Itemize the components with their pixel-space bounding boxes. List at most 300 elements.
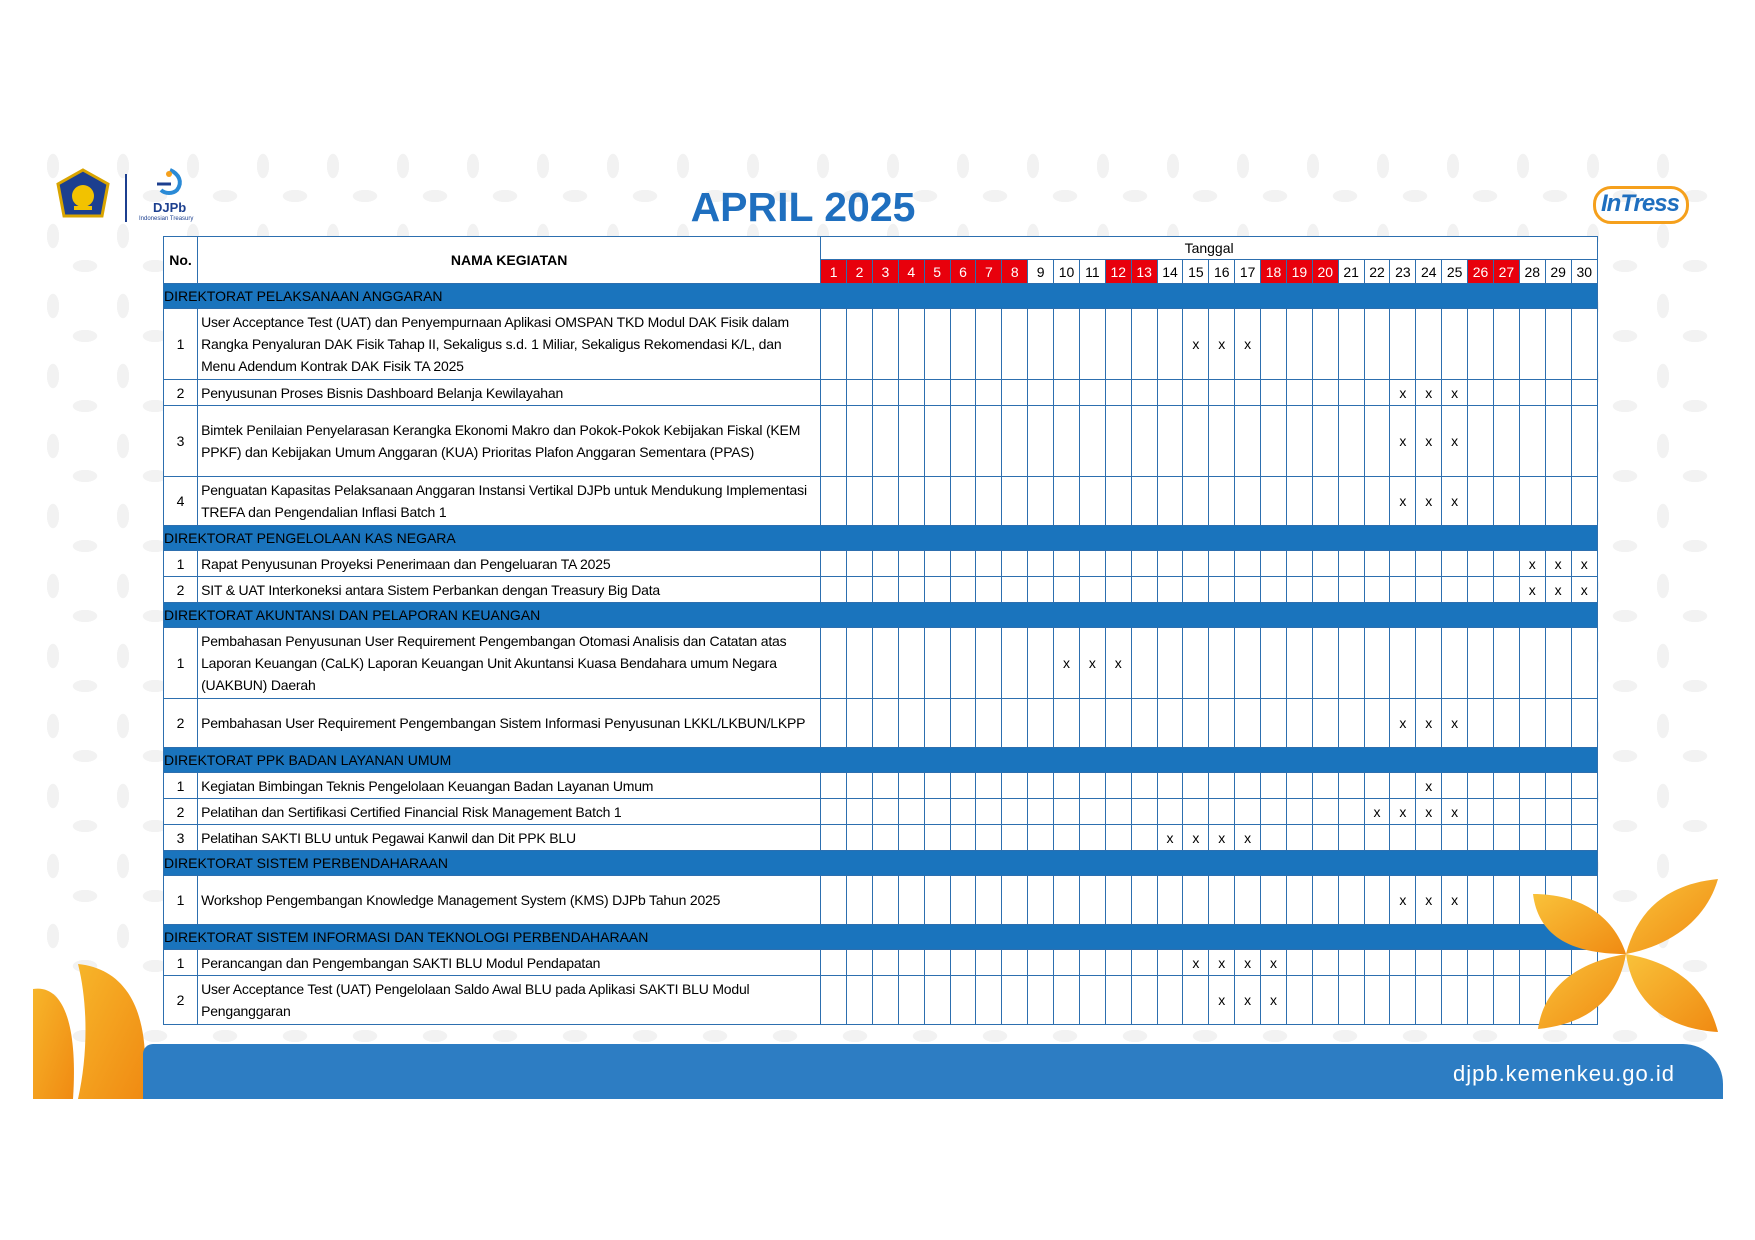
day-cell [950, 577, 976, 603]
day-cell [1235, 876, 1261, 925]
day-cell [898, 477, 924, 526]
day-cell [924, 477, 950, 526]
day-cell [1493, 976, 1519, 1025]
day-cell [924, 876, 950, 925]
section-title: DIREKTORAT SISTEM INFORMASI DAN TEKNOLOGI PERBENDAHARAAN [164, 925, 1598, 950]
day-cell [1131, 773, 1157, 799]
day-cell [1028, 406, 1054, 477]
activity-name: Rapat Penyusunan Proyeksi Penerimaan dan Pengeluaran TA 2025 [198, 551, 821, 577]
day-cell [1261, 380, 1287, 406]
day-cell-marked: x [1442, 477, 1468, 526]
day-cell [1338, 551, 1364, 577]
day-cell [872, 380, 898, 406]
day-cell [1468, 950, 1494, 976]
day-cell [1002, 876, 1028, 925]
day-cell [1105, 477, 1131, 526]
day-cell-marked: x [1157, 825, 1183, 851]
day-cell [1312, 380, 1338, 406]
day-cell [1364, 309, 1390, 380]
day-cell [1442, 976, 1468, 1025]
table-row [164, 799, 1598, 825]
day-cell [1054, 773, 1080, 799]
day-cell [1312, 773, 1338, 799]
day-cell [1105, 699, 1131, 748]
day-header: 7 [976, 260, 1002, 284]
day-cell [950, 799, 976, 825]
day-cell [1312, 799, 1338, 825]
table-row [164, 876, 1598, 925]
day-cell [1002, 477, 1028, 526]
day-cell [1468, 976, 1494, 1025]
day-header: 21 [1338, 260, 1364, 284]
day-cell [898, 309, 924, 380]
day-cell-marked: x [1390, 406, 1416, 477]
day-cell [1131, 380, 1157, 406]
day-header: 30 [1571, 260, 1597, 284]
day-cell [872, 773, 898, 799]
day-cell [1054, 477, 1080, 526]
day-cell [1364, 406, 1390, 477]
day-cell [1545, 628, 1571, 699]
day-cell [1493, 309, 1519, 380]
day-cell [1519, 773, 1545, 799]
table-row [164, 699, 1598, 748]
day-cell [1183, 799, 1209, 825]
day-cell [924, 406, 950, 477]
day-cell [1390, 976, 1416, 1025]
day-header: 5 [924, 260, 950, 284]
day-cell [1002, 628, 1028, 699]
day-cell [1545, 380, 1571, 406]
day-cell [1468, 876, 1494, 925]
day-cell [1183, 699, 1209, 748]
day-cell [1338, 825, 1364, 851]
day-cell [1131, 699, 1157, 748]
day-cell [1054, 551, 1080, 577]
day-cell [847, 699, 873, 748]
day-cell [1157, 950, 1183, 976]
day-cell [872, 876, 898, 925]
day-cell [1105, 976, 1131, 1025]
day-cell [898, 628, 924, 699]
day-cell [1002, 773, 1028, 799]
day-cell [1079, 825, 1105, 851]
day-cell [1312, 309, 1338, 380]
day-cell [976, 477, 1002, 526]
day-cell [821, 628, 847, 699]
day-cell-marked: x [1079, 628, 1105, 699]
day-cell [1571, 773, 1597, 799]
day-cell [1131, 628, 1157, 699]
activity-name: Perancangan dan Pengembangan SAKTI BLU Modul Pendapatan [198, 950, 821, 976]
day-cell [847, 825, 873, 851]
day-cell [1442, 773, 1468, 799]
day-cell [1442, 309, 1468, 380]
day-cell [976, 380, 1002, 406]
day-cell [1261, 876, 1287, 925]
day-cell [821, 309, 847, 380]
day-cell [1286, 825, 1312, 851]
day-cell-marked: x [1183, 309, 1209, 380]
day-cell [1261, 773, 1287, 799]
day-cell [1157, 699, 1183, 748]
day-cell [1545, 477, 1571, 526]
day-cell [1157, 551, 1183, 577]
day-cell [898, 699, 924, 748]
day-cell [1493, 699, 1519, 748]
day-cell [898, 577, 924, 603]
day-cell [1054, 380, 1080, 406]
day-cell [1519, 309, 1545, 380]
day-header: 20 [1312, 260, 1338, 284]
day-cell [1209, 406, 1235, 477]
day-cell [1105, 406, 1131, 477]
row-number: 1 [164, 551, 198, 577]
day-cell-marked: x [1545, 577, 1571, 603]
day-cell [950, 477, 976, 526]
day-cell [1054, 950, 1080, 976]
day-cell [1105, 577, 1131, 603]
day-cell [1364, 628, 1390, 699]
section-title: DIREKTORAT PELAKSANAAN ANGGARAN [164, 284, 1598, 309]
row-number: 2 [164, 699, 198, 748]
day-cell [1571, 380, 1597, 406]
day-cell [1157, 309, 1183, 380]
day-cell [1468, 773, 1494, 799]
day-cell [1131, 799, 1157, 825]
day-cell [1105, 309, 1131, 380]
day-cell [872, 477, 898, 526]
day-cell [1338, 876, 1364, 925]
day-cell [821, 551, 847, 577]
table-row [164, 551, 1598, 577]
day-cell [847, 551, 873, 577]
day-cell [1519, 699, 1545, 748]
table-row [164, 406, 1598, 477]
day-cell [1054, 699, 1080, 748]
day-cell [1028, 950, 1054, 976]
day-header: 17 [1235, 260, 1261, 284]
day-cell [847, 577, 873, 603]
day-cell [872, 406, 898, 477]
activity-name: User Acceptance Test (UAT) dan Penyempurnaan Aplikasi OMSPAN TKD Modul DAK Fisik dalam Rangka Penyaluran DAK Fisik Tahap II, Sekaligus s.d. 1 Miliar, Sekaligus Rekomendasi K/L, dan Menu Adendum Kontrak DAK Fisik TA 2025 [198, 309, 821, 380]
day-cell [821, 406, 847, 477]
day-cell [1105, 380, 1131, 406]
day-cell [924, 950, 950, 976]
day-cell [898, 825, 924, 851]
day-cell [1261, 309, 1287, 380]
day-cell [1364, 876, 1390, 925]
day-cell [1571, 628, 1597, 699]
day-cell [1468, 825, 1494, 851]
day-cell-marked: x [1235, 976, 1261, 1025]
day-cell [1338, 799, 1364, 825]
day-cell [1312, 950, 1338, 976]
day-cell-marked: x [1571, 551, 1597, 577]
day-cell [1493, 477, 1519, 526]
day-cell [1338, 699, 1364, 748]
day-cell [821, 876, 847, 925]
day-cell [1261, 551, 1287, 577]
row-number: 3 [164, 406, 198, 477]
section-header-row [164, 851, 1598, 876]
djpb-logo-subtext: Indonesian Treasury [139, 216, 194, 222]
day-cell [1079, 577, 1105, 603]
day-cell [1364, 773, 1390, 799]
day-cell [1079, 876, 1105, 925]
table-row [164, 628, 1598, 699]
day-cell [1261, 628, 1287, 699]
footer-url: djpb.kemenkeu.go.id [1452, 1061, 1675, 1086]
day-cell [1390, 309, 1416, 380]
day-cell [872, 699, 898, 748]
day-cell-marked: x [1235, 950, 1261, 976]
day-cell-marked: x [1545, 551, 1571, 577]
day-header: 12 [1105, 260, 1131, 284]
day-cell [1079, 699, 1105, 748]
day-cell [1209, 628, 1235, 699]
day-cell [1209, 876, 1235, 925]
day-header: 4 [898, 260, 924, 284]
day-cell [1286, 628, 1312, 699]
day-cell [1571, 799, 1597, 825]
day-cell [872, 628, 898, 699]
day-cell [1131, 825, 1157, 851]
section-title: DIREKTORAT PENGELOLAAN KAS NEGARA [164, 526, 1598, 551]
day-header: 24 [1416, 260, 1442, 284]
day-cell [1468, 477, 1494, 526]
day-cell [1468, 309, 1494, 380]
day-cell [1028, 699, 1054, 748]
day-cell [1338, 406, 1364, 477]
day-cell [1157, 628, 1183, 699]
day-cell-marked: x [1364, 799, 1390, 825]
day-cell [1002, 309, 1028, 380]
day-cell [821, 577, 847, 603]
day-cell [821, 825, 847, 851]
day-cell [1079, 406, 1105, 477]
orange-flower-decoration-icon [1528, 874, 1723, 1034]
table-row [164, 577, 1598, 603]
day-cell-marked: x [1183, 950, 1209, 976]
day-cell [1183, 380, 1209, 406]
day-cell [1002, 380, 1028, 406]
day-cell [1183, 477, 1209, 526]
day-cell [821, 950, 847, 976]
row-number: 2 [164, 577, 198, 603]
day-cell [1416, 976, 1442, 1025]
day-cell [1028, 825, 1054, 851]
day-cell [1105, 950, 1131, 976]
day-cell [1442, 628, 1468, 699]
day-cell [1545, 309, 1571, 380]
day-cell [1209, 699, 1235, 748]
day-cell [1312, 628, 1338, 699]
day-cell [898, 406, 924, 477]
day-cell [1390, 773, 1416, 799]
day-cell [1028, 380, 1054, 406]
day-cell [1519, 825, 1545, 851]
day-cell [1105, 876, 1131, 925]
activity-name: Pelatihan SAKTI BLU untuk Pegawai Kanwil dan Dit PPK BLU [198, 825, 821, 851]
day-cell [1054, 825, 1080, 851]
day-cell-marked: x [1209, 950, 1235, 976]
day-cell [1054, 406, 1080, 477]
day-cell-marked: x [1390, 477, 1416, 526]
day-header: 27 [1493, 260, 1519, 284]
day-cell [1209, 799, 1235, 825]
day-cell-marked: x [1261, 950, 1287, 976]
day-cell [1131, 309, 1157, 380]
day-cell [847, 799, 873, 825]
day-cell-marked: x [1416, 876, 1442, 925]
day-cell [1493, 628, 1519, 699]
day-cell [1261, 799, 1287, 825]
day-cell [1312, 406, 1338, 477]
day-cell [1493, 773, 1519, 799]
day-cell [1545, 699, 1571, 748]
day-cell [1002, 577, 1028, 603]
day-cell [924, 699, 950, 748]
day-cell [898, 876, 924, 925]
day-cell [1286, 876, 1312, 925]
day-cell [847, 628, 873, 699]
day-cell [1571, 406, 1597, 477]
day-cell [1286, 699, 1312, 748]
day-cell [1390, 825, 1416, 851]
djpb-logo-text: DJPb [153, 200, 187, 215]
day-cell [1519, 380, 1545, 406]
day-cell [924, 799, 950, 825]
row-number: 2 [164, 799, 198, 825]
day-cell [1338, 380, 1364, 406]
day-cell [1286, 577, 1312, 603]
day-cell [1364, 577, 1390, 603]
day-cell [1054, 876, 1080, 925]
day-cell [1131, 976, 1157, 1025]
day-cell [1416, 950, 1442, 976]
day-header: 15 [1183, 260, 1209, 284]
day-cell [1183, 876, 1209, 925]
day-cell-marked: x [1416, 406, 1442, 477]
day-header: 6 [950, 260, 976, 284]
day-cell [1364, 976, 1390, 1025]
day-header: 26 [1468, 260, 1494, 284]
day-cell [1416, 309, 1442, 380]
day-cell [1468, 699, 1494, 748]
day-cell [1545, 773, 1571, 799]
day-cell [1183, 773, 1209, 799]
day-cell [1545, 799, 1571, 825]
day-cell [1002, 950, 1028, 976]
slide [33, 144, 1723, 1099]
day-cell [1390, 551, 1416, 577]
day-header: 10 [1054, 260, 1080, 284]
day-cell [1028, 876, 1054, 925]
day-cell [1157, 976, 1183, 1025]
day-cell-marked: x [1416, 773, 1442, 799]
day-cell [950, 380, 976, 406]
day-cell [1312, 577, 1338, 603]
table-row [164, 309, 1598, 380]
day-cell [1519, 628, 1545, 699]
section-header-row [164, 925, 1598, 950]
day-cell [1286, 551, 1312, 577]
day-cell [1002, 406, 1028, 477]
day-cell [1079, 477, 1105, 526]
day-cell [1338, 628, 1364, 699]
day-cell [1028, 577, 1054, 603]
day-cell [898, 950, 924, 976]
day-cell [1364, 380, 1390, 406]
day-cell [1519, 799, 1545, 825]
day-cell [1235, 799, 1261, 825]
day-cell-marked: x [1442, 799, 1468, 825]
day-cell [1571, 309, 1597, 380]
activity-name: Penguatan Kapasitas Pelaksanaan Anggaran Instansi Vertikal DJPb untuk Mendukung Implementasi TREFA dan Pengendalian Inflasi Batch 1 [198, 477, 821, 526]
day-cell [1312, 477, 1338, 526]
day-cell [821, 699, 847, 748]
day-header: 3 [872, 260, 898, 284]
day-cell [821, 976, 847, 1025]
day-cell [1468, 799, 1494, 825]
day-cell [924, 976, 950, 1025]
day-cell [1209, 577, 1235, 603]
day-cell [1261, 825, 1287, 851]
day-cell [1028, 551, 1054, 577]
day-cell [898, 380, 924, 406]
day-cell [950, 309, 976, 380]
day-cell [1235, 406, 1261, 477]
day-cell-marked: x [1571, 577, 1597, 603]
day-cell [872, 825, 898, 851]
day-header: 23 [1390, 260, 1416, 284]
day-cell [1286, 477, 1312, 526]
row-number: 1 [164, 309, 198, 380]
day-header: 14 [1157, 260, 1183, 284]
day-cell [1338, 950, 1364, 976]
day-cell [1261, 406, 1287, 477]
day-header: 18 [1261, 260, 1287, 284]
day-cell [847, 950, 873, 976]
day-header: 8 [1002, 260, 1028, 284]
day-cell [1235, 380, 1261, 406]
table-row [164, 950, 1598, 976]
day-cell [1261, 577, 1287, 603]
day-cell [898, 976, 924, 1025]
activity-name: Pelatihan dan Sertifikasi Certified Financial Risk Management Batch 1 [198, 799, 821, 825]
day-cell [1079, 976, 1105, 1025]
day-cell [1131, 551, 1157, 577]
day-cell-marked: x [1519, 577, 1545, 603]
day-cell [1416, 628, 1442, 699]
day-header: 16 [1209, 260, 1235, 284]
day-cell [1028, 773, 1054, 799]
section-header-row [164, 748, 1598, 773]
row-number: 1 [164, 628, 198, 699]
page-title: APRIL 2025 [690, 184, 916, 230]
day-cell [950, 825, 976, 851]
day-cell [872, 976, 898, 1025]
day-cell [1235, 773, 1261, 799]
day-header: 11 [1079, 260, 1105, 284]
day-cell [950, 551, 976, 577]
day-cell [898, 773, 924, 799]
day-cell-marked: x [1209, 309, 1235, 380]
day-cell [1105, 799, 1131, 825]
day-cell [1338, 309, 1364, 380]
day-cell [1002, 699, 1028, 748]
